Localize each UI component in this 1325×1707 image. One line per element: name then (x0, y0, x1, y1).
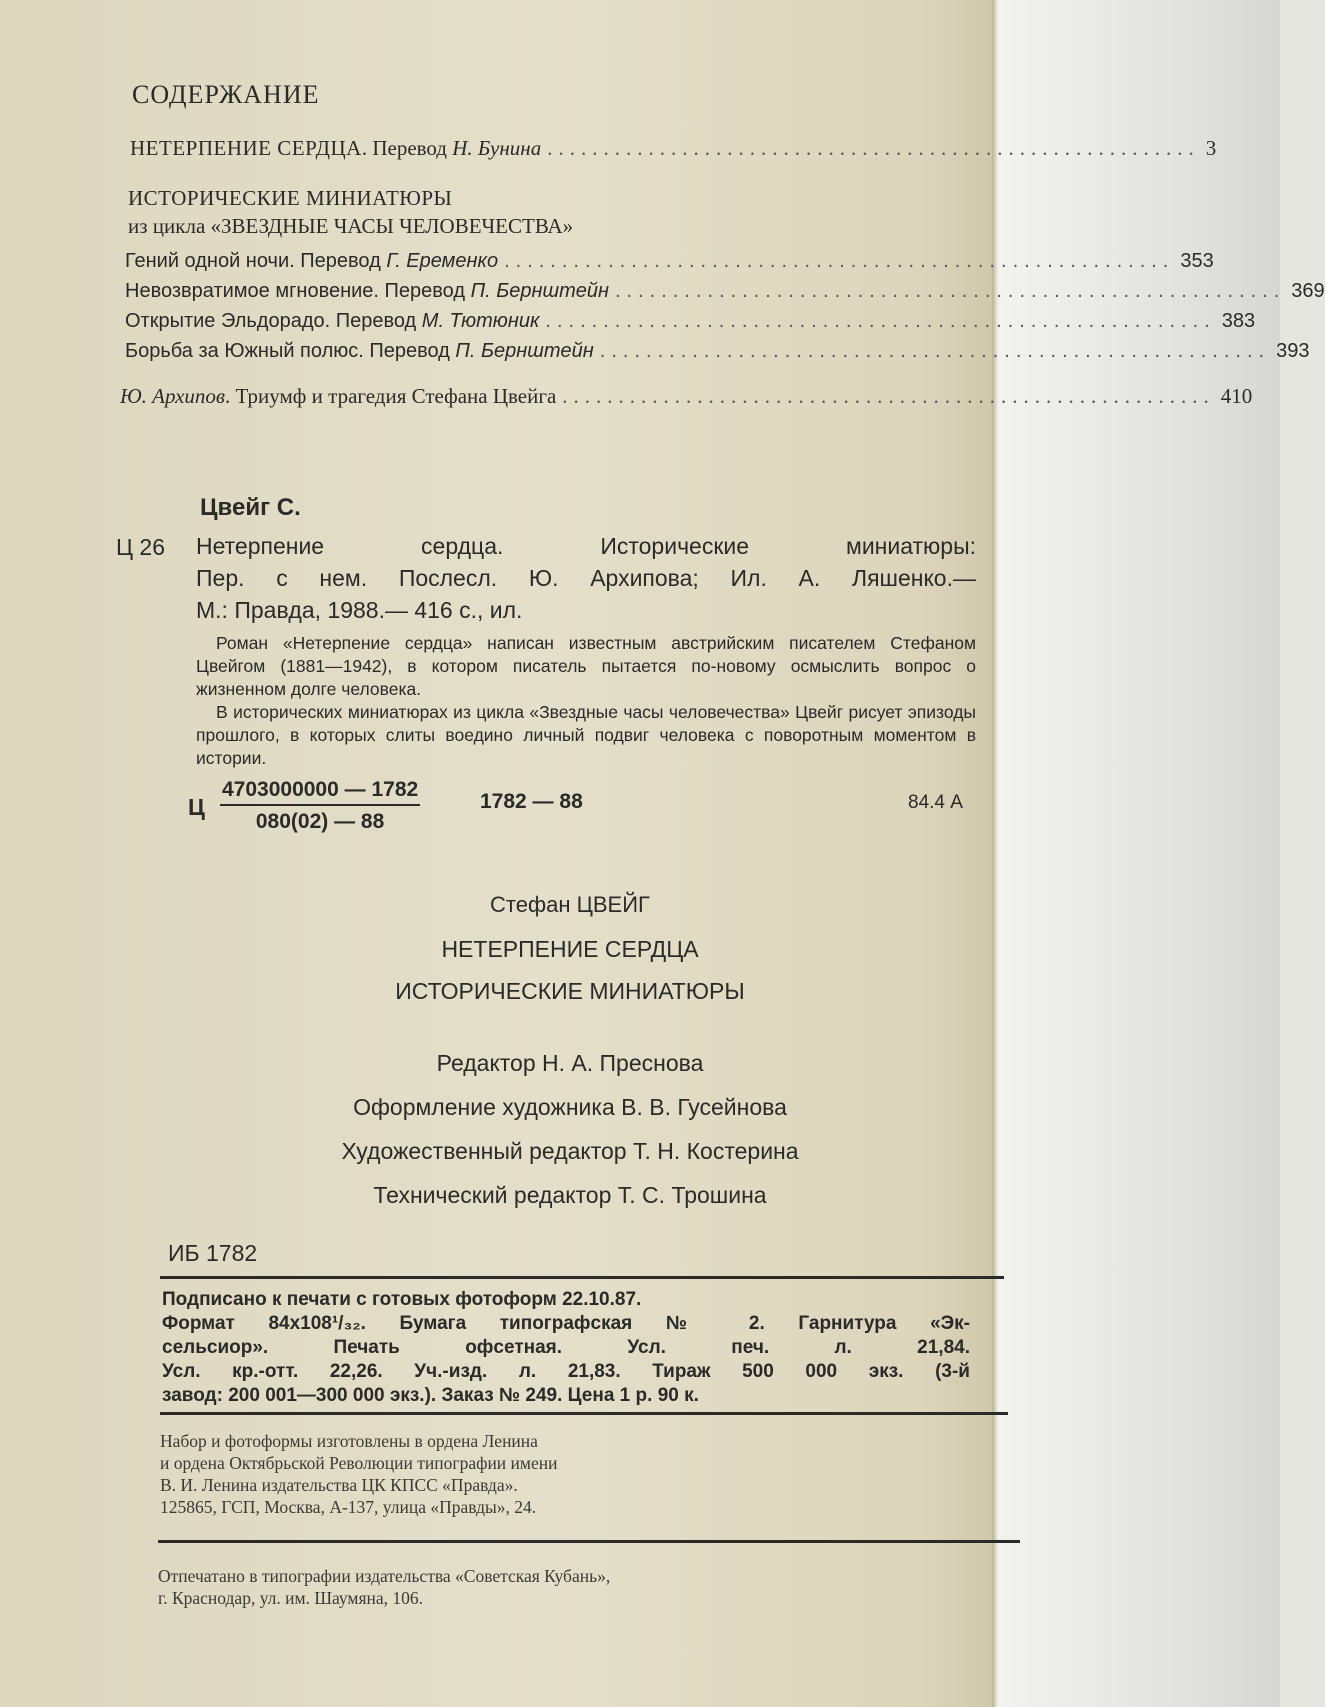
divider (160, 1276, 1004, 1279)
annotation-paragraph: Роман «Нетерпение сердца» написан известным австрийским писателем Стефаном Цвейгом (1881—1942), в котором писатель пытается по-новому осмыслить вопрос о жизненном долге человека. (196, 633, 976, 699)
print-line: Подписано к печати с готовых фотоформ 22.10.87. (162, 1289, 642, 1310)
toc-item-page: 393 (1276, 340, 1310, 362)
setters-line: и ордена Октябрьской Революции типографии имени (160, 1453, 558, 1473)
toc-item-title-text: Борьба за Южный полюс. Перевод (125, 340, 456, 362)
toc-main-page: 3 (1205, 136, 1217, 160)
imprint-setters (160, 1430, 557, 1518)
credits-design: Оформление художника В. В. Гусейнова (353, 1094, 787, 1120)
toc-main-title-caps: НЕТЕРПЕНИЕ СЕРДЦА (130, 136, 362, 160)
toc-main-translator: Н. Бунина (452, 136, 542, 160)
credits-author: Стефан ЦВЕЙГ (490, 892, 650, 917)
toc-afterword (120, 384, 1253, 409)
toc-item-translator: Г. Еременко (386, 250, 499, 272)
toc-item-title (125, 310, 539, 333)
print-line: сельсиор». Печать офсетная. Усл. печ. л. 21,84. (162, 1337, 970, 1358)
toc-item-page: 383 (1221, 310, 1256, 332)
biblio-line: М.: Правда, 1988.— 416 с., ил. (196, 597, 523, 623)
catalog-author: Цвейг С. (200, 494, 301, 521)
credits-title2: ИСТОРИЧЕСКИЕ МИНИАТЮРЫ (395, 978, 745, 1004)
divider (158, 1540, 1020, 1543)
toc-item (125, 280, 1325, 303)
toc-leader-dots: .......................................................... (504, 250, 1175, 272)
print-line: завод: 200 001—300 000 экз.). Заказ № 249. Цена 1 р. 90 к. (162, 1385, 699, 1406)
toc-heading: СОДЕРЖАНИЕ (132, 80, 320, 109)
catalog-code-mid: 1782 — 88 (480, 790, 583, 813)
credits-title1: НЕТЕРПЕНИЕ СЕРДЦА (441, 936, 699, 962)
toc-section-title: ИСТОРИЧЕСКИЕ МИНИАТЮРЫ (128, 186, 453, 210)
toc-section-subtitle: из цикла «ЗВЕЗДНЫЕ ЧАСЫ ЧЕЛОВЕЧЕСТВА» (128, 214, 574, 238)
toc-item-translator: П. Бернштейн (455, 340, 594, 362)
toc-item-title (125, 280, 609, 303)
toc-leader-dots: .......................................................... (615, 280, 1286, 302)
toc-item (125, 340, 1310, 363)
toc-main-entry (130, 136, 1217, 161)
toc-item-translator: П. Бернштейн (470, 280, 609, 302)
credits-art-editor: Художественный редактор Т. Н. Костерина (341, 1138, 799, 1164)
credits-tech-editor: Технический редактор Т. С. Трошина (373, 1182, 767, 1208)
toc-item-title (125, 250, 498, 273)
annotation-paragraph: В исторических миниатюрах из цикла «Звездные часы человечества» Цвейг рисует эпизоды прошлого, в которых слиты воедино личный подвиг человека с поворотным моментом в истории. (196, 702, 976, 768)
setters-line: Набор и фотоформы изготовлены в ордена Ленина (160, 1431, 538, 1451)
toc-leader-dots: .......................................................... (547, 136, 1200, 160)
toc-main-title (130, 136, 541, 161)
print-line: Усл. кр.-отт. 22,26. Уч.-изд. л. 21,83. Тираж 500 000 экз. (3-й (162, 1361, 970, 1382)
toc-item (125, 250, 1214, 273)
toc-main-title-rest: . Перевод (361, 136, 453, 160)
toc-item (125, 310, 1256, 333)
catalog-code: Ц 26 (116, 534, 165, 560)
catalog-annotation (196, 632, 976, 770)
printed-line: г. Краснодар, ул. им. Шаумяна, 106. (158, 1588, 424, 1608)
toc-leader-dots: .......................................................... (562, 384, 1215, 408)
toc-item-title (125, 340, 594, 363)
toc-item-title-text: Невозвратимое мгновение. Перевод (125, 280, 471, 302)
fraction-denominator: 080(02) — 88 (255, 810, 385, 833)
imprint-printed (158, 1565, 610, 1609)
setters-line: 125865, ГСП, Москва, А-137, улица «Правды», 24. (160, 1497, 537, 1517)
biblio-line: Нетерпение сердца. Исторические миниатюры: (196, 533, 976, 559)
fraction-numerator: 4703000000 — 1782 (220, 778, 420, 806)
setters-line: В. И. Ленина издательства ЦК КПСС «Правда». (160, 1475, 518, 1495)
toc-item-page: 369 (1291, 280, 1325, 302)
imprint-ib: ИБ 1782 (168, 1240, 258, 1266)
toc-afterword-author: Ю. Архипов (120, 384, 226, 408)
divider (160, 1412, 1008, 1415)
catalog-code-letter: Ц (188, 794, 205, 820)
toc-item-translator: М. Тютюник (421, 310, 540, 332)
print-line: Формат 84х108¹/₃₂. Бумага типографская № 2. Гарнитура «Эк- (162, 1313, 970, 1334)
toc-item-page: 353 (1180, 250, 1214, 272)
catalog-fraction (220, 778, 420, 834)
catalog-code-right: 84.4 А (908, 792, 963, 813)
toc-leader-dots: .......................................................... (545, 310, 1216, 332)
credits-editor: Редактор Н. А. Преснова (436, 1050, 704, 1076)
toc-leader-dots: .......................................................... (599, 340, 1271, 362)
toc-item-title-text: Гений одной ночи. Перевод (125, 250, 387, 272)
printed-line: Отпечатано в типографии издательства «Советская Кубань», (158, 1566, 611, 1586)
biblio-line: Пер. с нем. Послесл. Ю. Архипова; Ил. А. Ляшенко.— (196, 565, 976, 591)
toc-afterword-title (120, 384, 556, 409)
toc-afterword-page: 410 (1220, 384, 1253, 408)
catalog-biblio (196, 530, 976, 626)
imprint-print-info (162, 1288, 970, 1408)
toc-afterword-title-text: . Триумф и трагедия Стефана Цвейга (225, 384, 557, 408)
toc-item-title-text: Открытие Эльдорадо. Перевод (125, 310, 422, 332)
